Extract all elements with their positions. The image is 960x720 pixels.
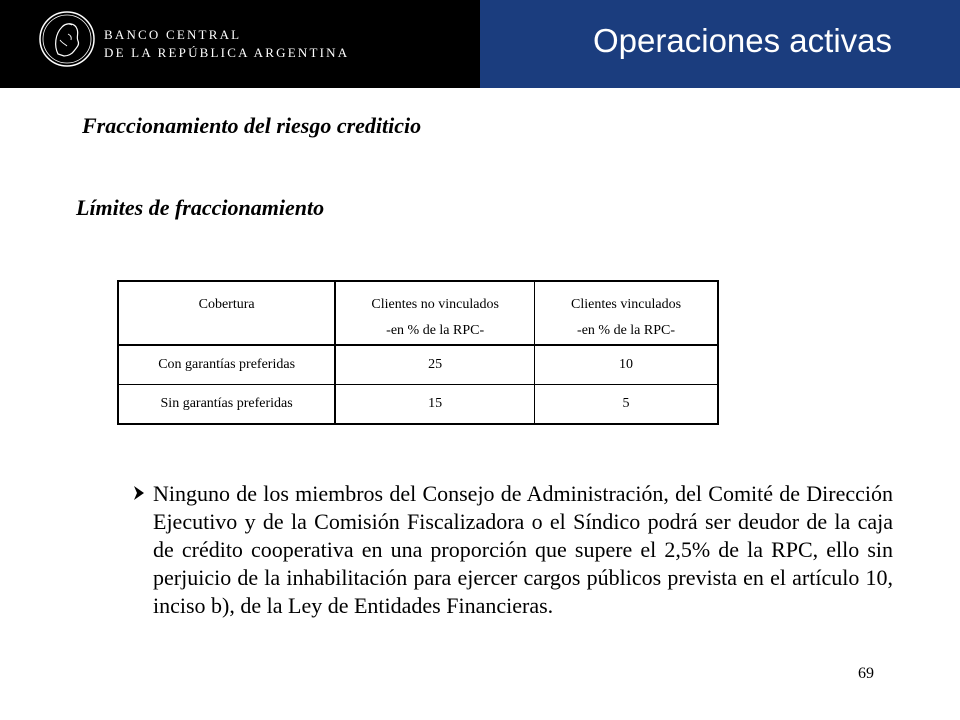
limits-table xyxy=(117,280,719,425)
table-cell: Con garantías preferidas xyxy=(118,345,335,385)
header-bank-panel xyxy=(0,0,480,88)
table-cell: Sin garantías preferidas xyxy=(118,385,335,425)
table-row xyxy=(118,385,718,425)
table-cell: 10 xyxy=(535,345,718,385)
header-title-panel xyxy=(480,0,960,88)
arrow-bullet-icon xyxy=(128,480,152,502)
bank-name-line-1: BANCO CENTRAL xyxy=(104,27,242,42)
bullet-item xyxy=(128,480,893,620)
slide-subtitle: Fraccionamiento del riesgo crediticio xyxy=(82,113,422,138)
column-header-related-clients: Clientes vinculados -en % de la RPC- xyxy=(535,281,718,345)
column-header-unrelated-clients: Clientes no vinculados -en % de la RPC- xyxy=(335,281,534,345)
table-cell: 25 xyxy=(335,345,534,385)
bullet-text: Ninguno de los miembros del Consejo de Administración, del Comité de Dirección Ejecutivo y de la Comisión Fiscalizadora o el Síndico podrá ser deudor de la caja de crédito cooperativa en una proporción que supere el 2,5% de la RPC, ello sin perjuicio de la inhabilitación para ejercer cargos públicos prevista en el artículo 10, inciso b), de la Ley de Entidades Financieras. xyxy=(153,481,893,618)
slide-title: Operaciones activas xyxy=(593,22,892,59)
column-header-coverage: Cobertura xyxy=(118,281,335,345)
page-number: 69 xyxy=(858,665,874,682)
section-title: Límites de fraccionamiento xyxy=(76,195,325,220)
table-cell: 15 xyxy=(335,385,534,425)
table-row xyxy=(118,345,718,385)
bcra-seal-icon xyxy=(38,10,96,68)
table-header-row xyxy=(118,281,718,345)
bank-name-line-2: DE LA REPÚBLICA ARGENTINA xyxy=(104,45,350,60)
table-cell: 5 xyxy=(535,385,718,425)
bank-name xyxy=(104,26,349,62)
